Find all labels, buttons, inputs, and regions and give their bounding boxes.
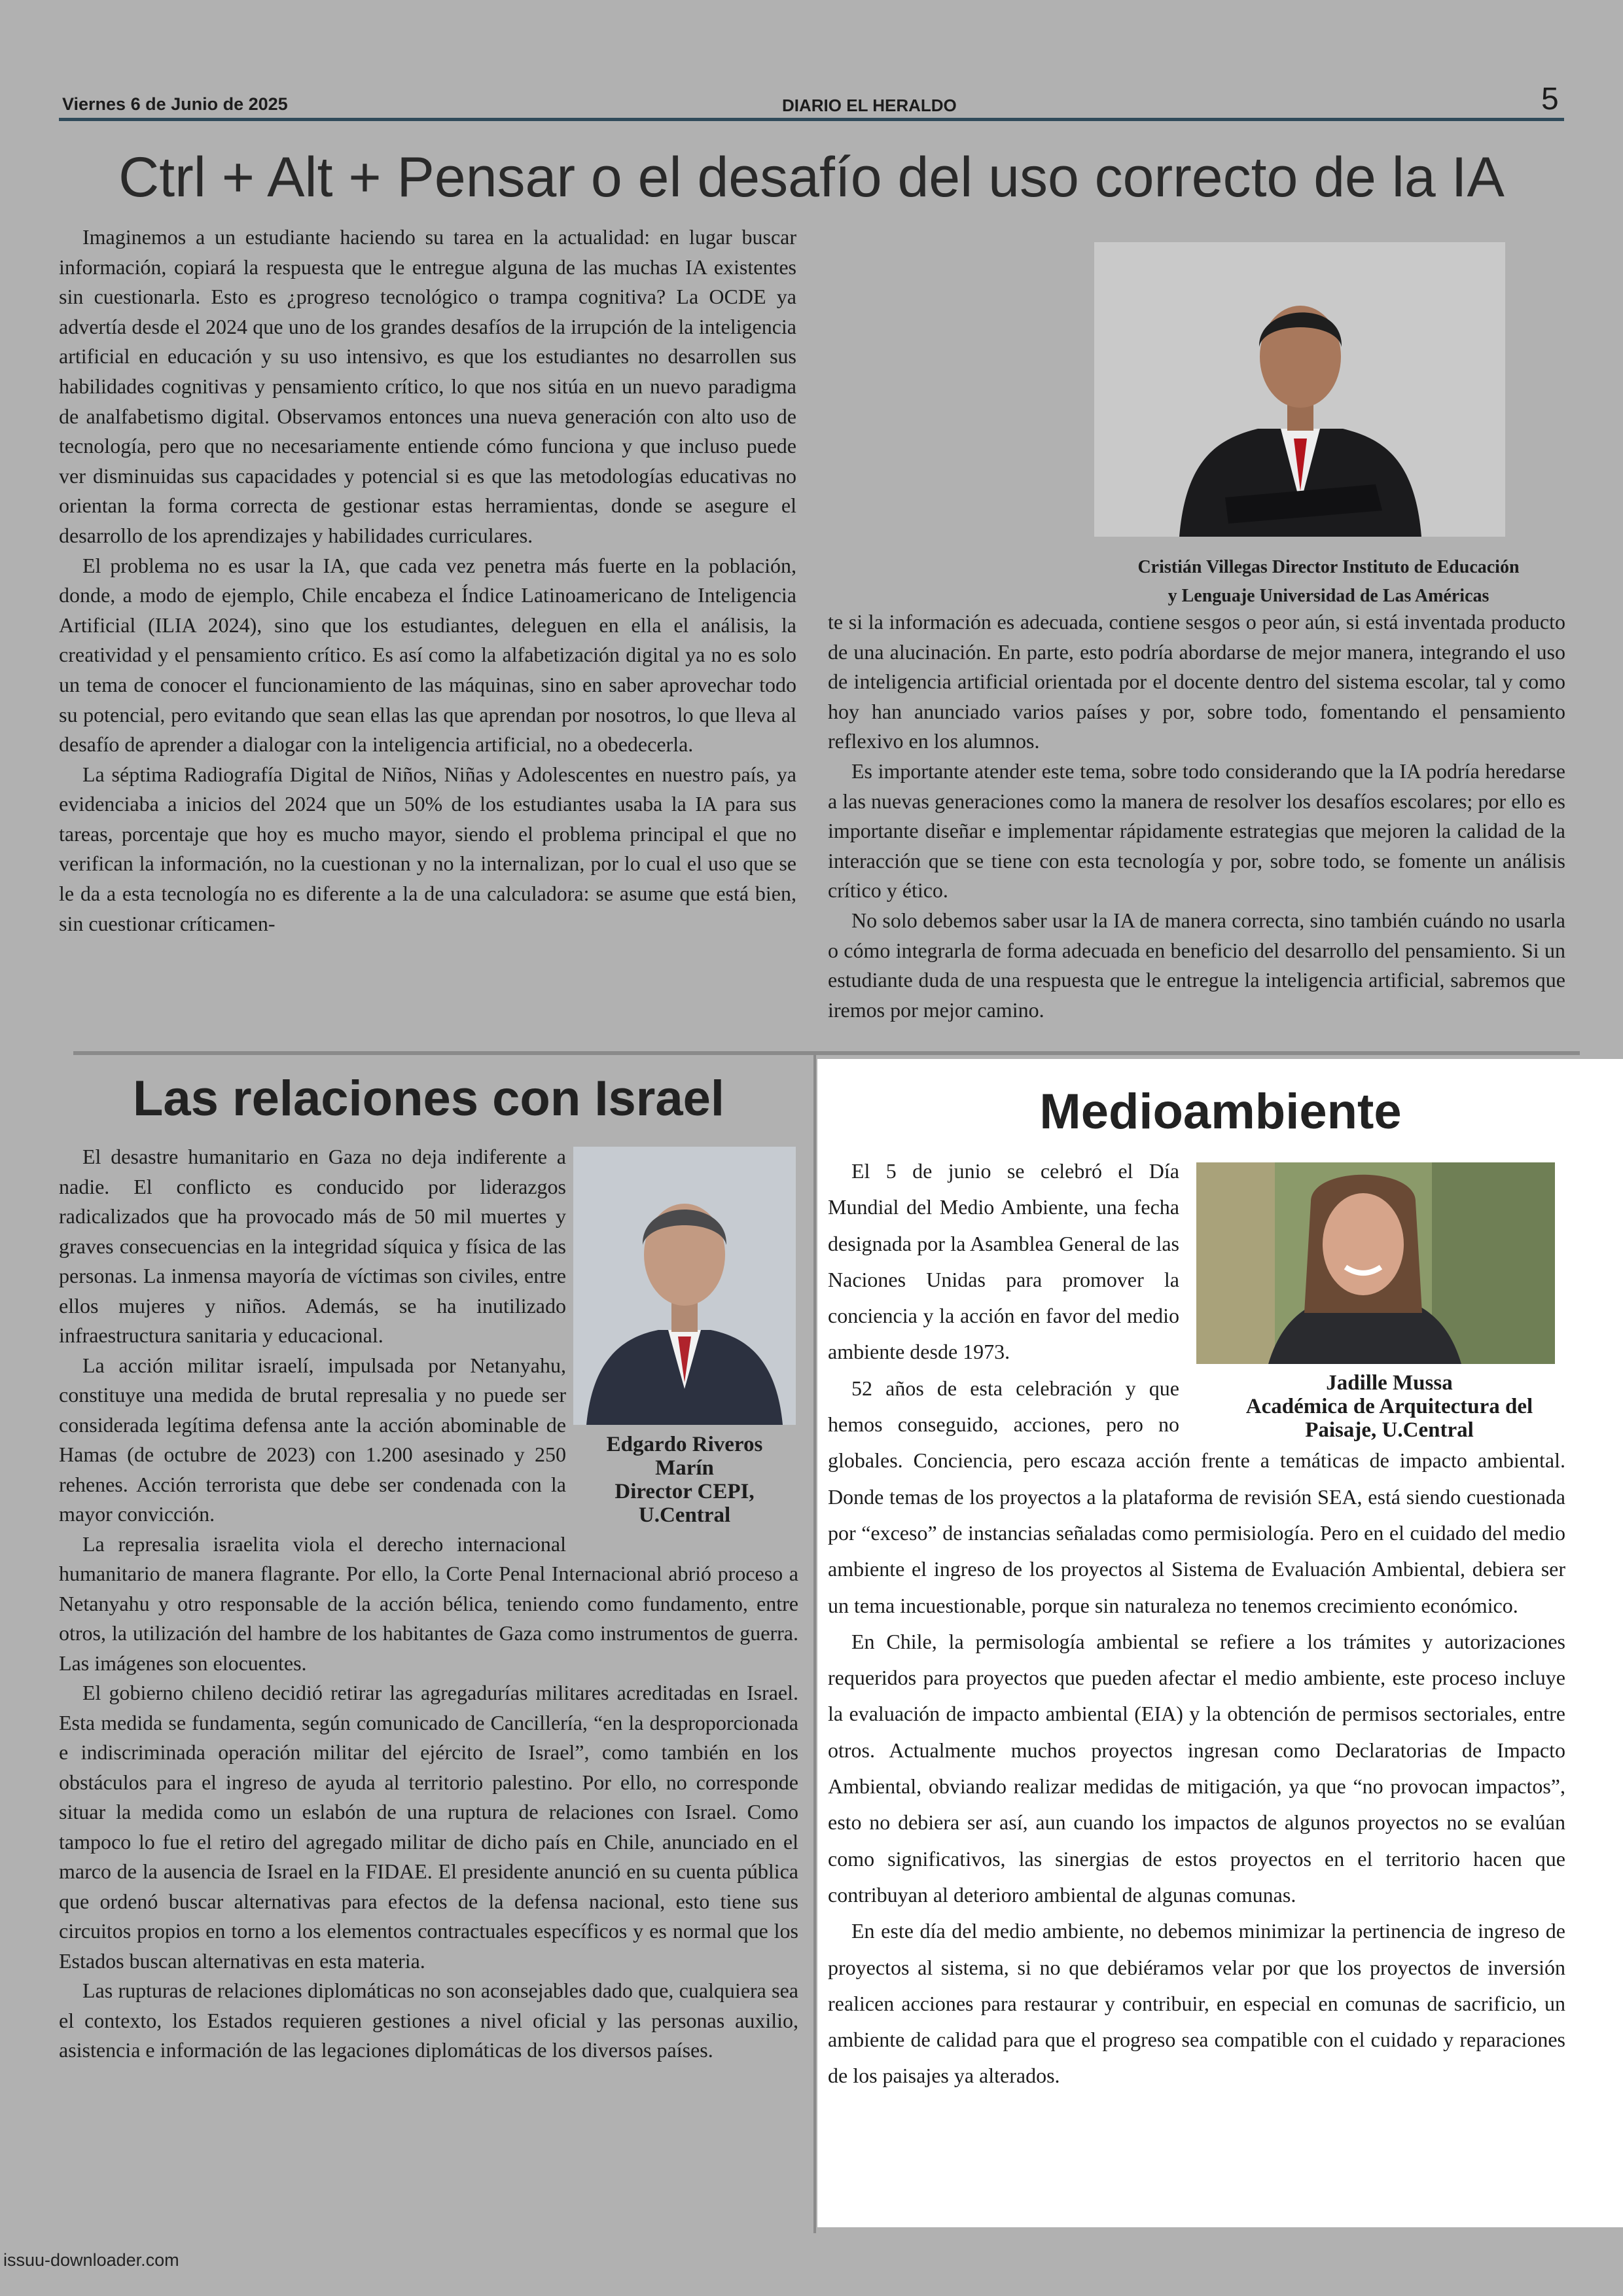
article-2-paragraph: La represalia israelita viola el derecho internacional humanitario de manera flagrante. Por ello, la Corte Penal Internacional abrió proceso a Netanyahu y otro responsable de la acción bélica, teniendo como fundamento, entre otros, la utilización del hambre de los habitantes de Gaza como instrumentos de guerra. Las imágenes son elocuentes. xyxy=(59,1532,798,1675)
article-3-paragraph: En Chile, la permisología ambiental se refiere a los trámites y autorizaciones requeridos para proyectos que pueden afectar el medio ambiente, este proceso incluye la evaluación de impacto ambiental (EIA) y la obtención de permisos sectoriales, entre otros. Actualmente muchos proyectos ingresan como Declaratorias de Impacto Ambiental, obviando realizar medidas de mitigación, ya que “no provocan impactos”, esto no debiera ser así, aun cuando los impactos de algunos proyectos no se evalúan como significativos, las sinergias de estos proyectos en el territorio hacen que contribuyan al deterioro ambiental de algunas comunas. xyxy=(828,1629,1565,1907)
article-1-paragraph: No solo debemos saber usar la IA de manera correcta, sino también cuándo no usarla o cómo integrarla de forma adecuada en beneficio del desarrollo del pensamiento. Si un estudiante duda de una respuesta que le entregue la inteligencia artificial, sabremos que iremos por mejor camino. xyxy=(828,908,1565,1022)
article-2-paragraph: La acción militar israelí, impulsada por Netanyahu, constituye una medida de brutal represalia y no puede ser considerada legítima defensa ante la acción abominable de Hamas (de octubre de 2023) con 1.200 asesinado y 250 rehenes. Acción terrorista que debe ser condenada con la mayor convicción. xyxy=(59,1353,566,1526)
article-3-paragraph: 52 años de esta celebración y que hemos conseguido, acciones, pero no globales. Conciencia, pero escaza acción frente a temáticas de impacto ambiental. Donde temas de los proyectos a la plataforma de revisión SEA, está siendo cuestionada por “exceso” de instancias señaladas como permisiología. Pero en el cuidado del medio ambiente el ingreso de los proyectos al Sistema de Evaluación Ambiental, debiera ser un tema incuestionable, porque sin naturaleza no tenemos crecimiento económico. xyxy=(828,1376,1565,1617)
header-rule xyxy=(59,118,1564,121)
article-3-paragraph: El 5 de junio se celebró el Día Mundial del Medio Ambiente, una fecha designada por la Asamblea General de las Naciones Unidas para promover la conciencia y la acción en favor del medio ambiente desde 1973. xyxy=(828,1159,1179,1364)
caption-line: Jadille Mussa xyxy=(1326,1371,1453,1395)
article-3-paragraph: En este día del medio ambiente, no debemos minimizar la pertinencia de ingreso de proyectos al sistema, si no que debiéramos velar por que los proyectos de inversión realicen acciones para restaurar y contribuir, en especial en comunas de sacrificio, un ambiente de calidad para que el progreso sea compatible con el cuidado y reparaciones de los paisajes ya alterados. xyxy=(828,1919,1565,2088)
caption-line: Marín xyxy=(655,1456,714,1480)
article-2-body xyxy=(59,1142,798,2066)
man-in-suit-portrait-icon xyxy=(1094,242,1505,537)
caption-line: Académica de Arquitectura del xyxy=(1245,1395,1533,1418)
newspaper-name: DIARIO EL HERALDO xyxy=(782,96,957,115)
issue-date: Viernes 6 de Junio de 2025 xyxy=(62,94,288,114)
article-2-title: Las relaciones con Israel xyxy=(132,1071,725,1126)
article-1-title: Ctrl + Alt + Pensar o el desafío del uso correcto de la IA xyxy=(118,146,1505,209)
source-credit: issuu-downloader.com xyxy=(3,2250,179,2270)
caption-line: y Lenguaje Universidad de Las Américas xyxy=(1168,586,1489,606)
article-2-paragraph: El desastre humanitario en Gaza no deja indiferente a nadie. El conflicto es conducido por liderazgos radicalizados que ha provocado más de 50 mil muertes y graves consecuencias en la integridad síquica y física de las personas. La inmensa mayoría de víctimas son civiles, entre ellos mujeres y niños. Además, se ha inutilizado infraestructura sanitaria y educacional. xyxy=(59,1145,566,1347)
article-1-paragraph: El problema no es usar la IA, que cada vez penetra más fuerte en la población, donde, a modo de ejemplo, Chile encabeza el Índice Latinoamericano de Inteligencia Artificial (ILIA 2024), sino que los estudiantes, deleguen en ella el análisis, la creatividad y el pensamiento crítico. Es así como la alfabetización digital ya no es solo un tema de conocer el funcionamiento de las máquinas, sino en saber aprovechar todo su potencial, pero evitando que sean ellas las que aprendan por nosotros, lo que lleva al desafío de aprender a dialogar con la inteligencia artificial, no a obedecerla. xyxy=(59,553,796,757)
article-3-title: Medioambiente xyxy=(1039,1084,1402,1139)
caption-line: Edgardo Riveros xyxy=(606,1433,763,1456)
page-number: 5 xyxy=(1541,82,1559,117)
article-1-paragraph: Imaginemos a un estudiante haciendo su tarea en la actualidad: en lugar buscar información, copiará la respuesta que le entregue alguna de las muchas IA existentes sin cuestionarla. Esto es ¿progreso tecnológico o trampa cognitiva? La OCDE ya advertía desde el 2024 que uno de los grandes desafíos de la irrupción de la inteligencia artificial en educación y su uso intensivo, es que los estudiantes no desarrollen sus habilidades cognitivas y pensamiento crítico, lo que nos sitúa en un nuevo paradigma de analfabetismo digital. Observamos entonces una nueva generación con alto uso de tecnología, pero que no necesariamente entiende cómo funciona y que incluso puede ver disminuidas sus capacidades y potencial si es que las metodologías educativas no orientan la forma correcta de gestionar estas herramientas, donde se asegure el desarrollo de los aprendizajes y habilidades curriculares. xyxy=(59,225,796,547)
caption-line: Paisaje, U.Central xyxy=(1305,1418,1474,1442)
article-1-paragraph: te si la información es adecuada, contiene sesgos o peor aún, si está inventada producto de una alucinación. En parte, esto podría abordarse de mejor manera, integrando el uso de inteligencia artificial orientada por el docente dentro del sistema escolar, tal y como hoy han anunciado varios países y por, sobre todo, fomentando el pensamiento reflexivo en los alumnos. xyxy=(828,610,1565,753)
column-divider xyxy=(813,1055,816,2233)
portrait-photo-icon xyxy=(1094,242,1505,537)
article-1-paragraph: Es importante atender este tema, sobre todo considerando que la IA podría heredarse a las nuevas generaciones como la manera de resolver los desafíos escolares; por ello es importante diseñar e implementar rápidamente estrategias que mejoren la calidad de la interacción que se tiene con esta tecnología y por, sobre todo, se fomente un análisis crítico y ético. xyxy=(828,759,1565,903)
caption-line: U.Central xyxy=(638,1503,731,1527)
caption-line: Director CEPI, xyxy=(615,1480,755,1503)
article-3-body xyxy=(828,1153,1565,2094)
article-1-left-column xyxy=(59,223,796,939)
article-2-paragraph: Las rupturas de relaciones diplomáticas no son aconsejables dado que, cualquiera sea el contexto, los Estados requieren gestiones a nivel oficial y las personas auxilio, asistencia e información de las legaciones diplomáticas de los diversos países. xyxy=(59,1979,798,2062)
article-1-photo-caption xyxy=(1094,553,1563,611)
photo-float-spacer xyxy=(566,1142,798,1538)
caption-line: Cristián Villegas Director Instituto de Educación xyxy=(1137,557,1520,577)
article-2-paragraph: El gobierno chileno decidió retirar las agregadurías militares acreditadas en Israel. Esta medida se fundamenta, según comunicado de Cancillería, “en la desproporcionada e indiscriminada operación militar del ejército de Israel”, como también en los obstáculos para el ingreso de ayuda al territorio palestino. Por ello, no corresponde situar la medida como un eslabón de una ruptura de relaciones con Israel. Como tampoco lo fue el retiro del agregado militar de dicho país en Chile, anunciado en el marco de la ausencia de Israel en la FIDAE. El presidente anunció en su cuenta pública que ordenó buscar alternativas para efectos de la defensa nacional, esto tiene sus circuitos propios en torno a los elementos contractuales específicos y es normal que los Estados buscan alternativas en esta materia. xyxy=(59,1681,798,1973)
photo-float-spacer xyxy=(1179,1153,1565,1435)
article-1-paragraph: La séptima Radiografía Digital de Niños, Niñas y Adolescentes en nuestro país, ya evidenciaba a inicios del 2024 que un 50% de los estudiantes usaba la IA para sus tareas, porcentaje que hoy es mucho mayor, siendo el problema principal el que no verifican la información, no la cuestionan y no la internalizan, por lo cual el uso que se le da a esta tecnología no es diferente a la de una calculadora: se asume que está bien, sin cuestionar críticamen- xyxy=(59,762,796,935)
article-1-right-column xyxy=(828,607,1565,1025)
section-divider xyxy=(73,1051,1580,1055)
